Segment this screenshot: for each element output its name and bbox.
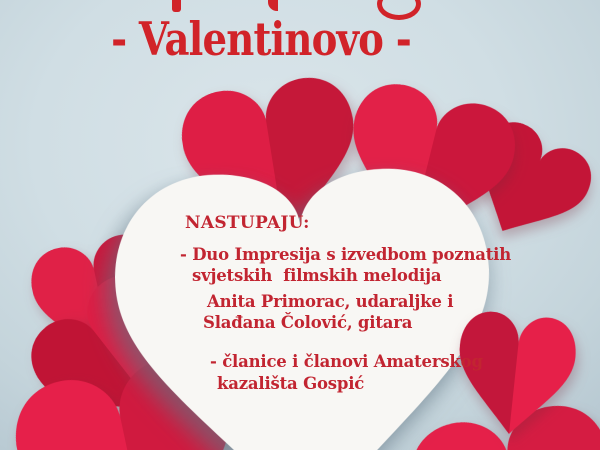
performer-line: kazališta Gospić bbox=[217, 374, 365, 393]
cropped-descender-p bbox=[172, 0, 181, 12]
performer-line: - članice i članovi Amaterskog bbox=[210, 352, 483, 371]
performer-line: Slađana Čolović, gitara bbox=[203, 313, 413, 332]
performer-line: - Duo Impresija s izvedbom poznatih bbox=[180, 245, 512, 264]
performer-line: svjetskih filmskih melodija bbox=[192, 266, 442, 285]
event-title: - Valentinovo - bbox=[111, 12, 411, 66]
cropped-descender-j bbox=[268, 0, 278, 11]
performer-line: Anita Primorac, udaraljke i bbox=[207, 292, 454, 311]
performers-heading: NASTUPAJU: bbox=[185, 213, 310, 233]
